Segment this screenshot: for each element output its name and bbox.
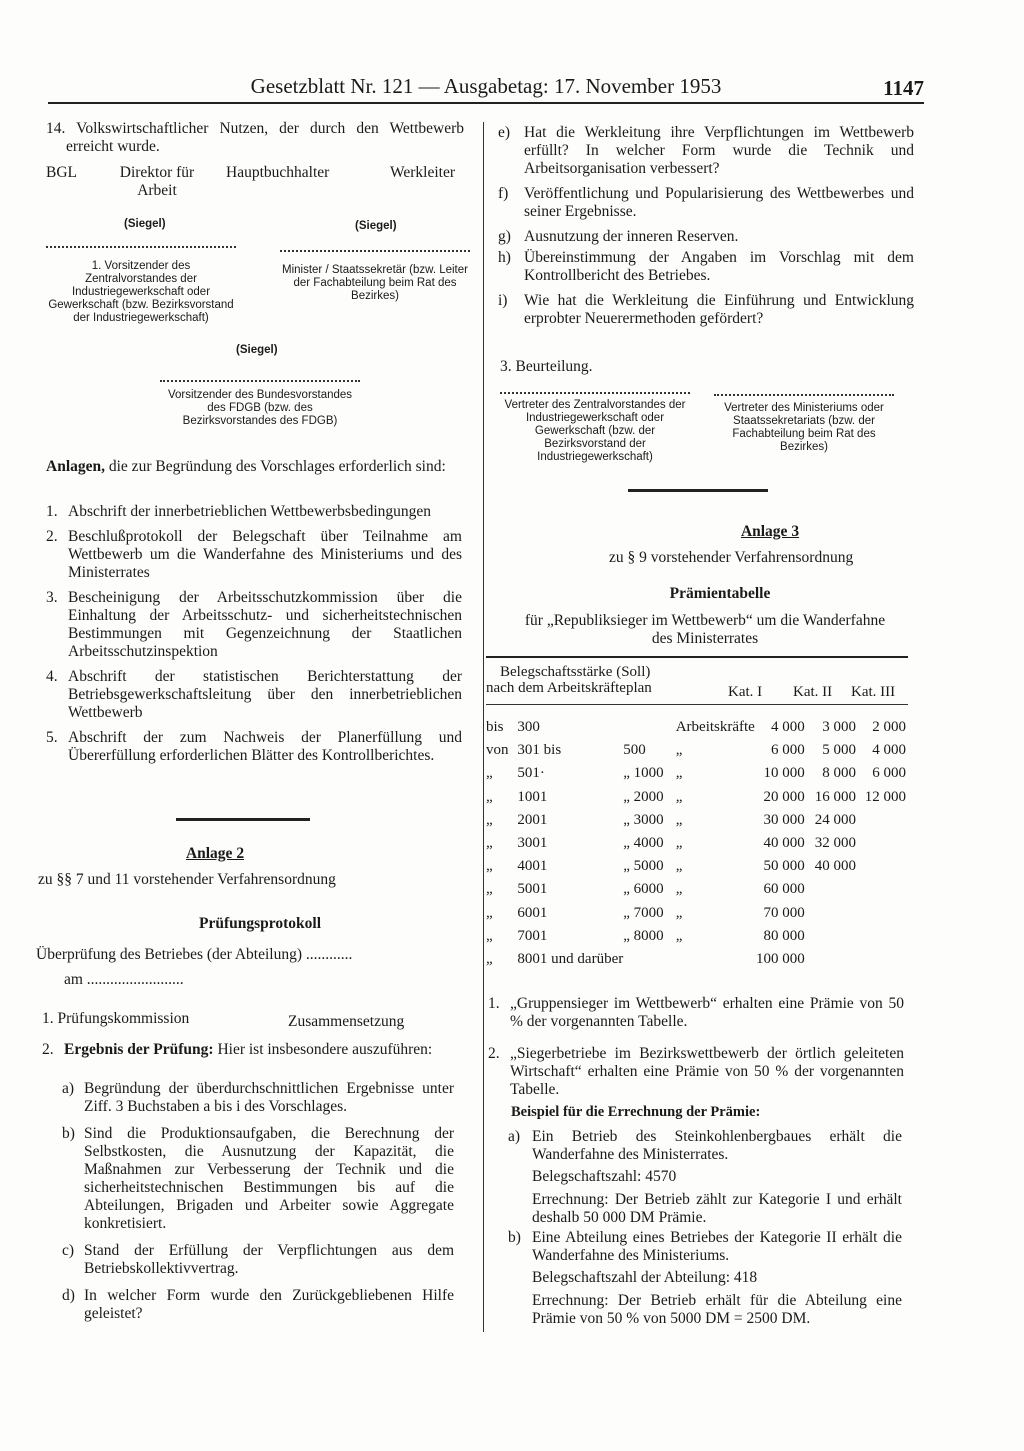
table-cell: 50 000 [763,858,805,875]
table-cell: 4 000 [771,719,805,736]
table-cell: 32 000 [814,835,857,852]
table-cell: 3001 [517,835,548,852]
pruefungsprotokoll-title: Prüfungsprotokoll [198,915,322,932]
table-cell: „ [675,835,683,852]
table-cell [805,925,856,948]
notes-list [488,995,904,1106]
list-item: i) Wie hat die Werkleitung die Einführung und Entwicklung erprobter Neuerermethoden gefördert? [498,292,914,327]
table-cell: 10 000 [763,765,805,782]
anlagen-list [46,503,462,772]
table-cell: 12 000 [864,788,906,805]
column-divider [483,122,484,1332]
table-cell: „ [675,811,683,828]
list-item: c) Stand der Erfüllung der Verpflichtungen aus dem Betriebskollektivvertrag. [62,1242,454,1277]
table-cell: 5001 [517,881,548,898]
table-cell: 3 000 [822,719,857,736]
table-cell: 40 000 [763,835,805,852]
signature-caption: Vorsitzender des Bundesvorstandes des FDGB (bzw. des Bezirksvorstandes des FDGB) [167,389,353,427]
ueberpruefung-line: Überprüfung des Betriebes (der Abteilung) ............ [36,946,353,963]
pruefungskommission-label: 1. Prüfungskommission [42,1010,190,1027]
table-head-kat1: Kat. I [728,684,763,700]
signature-caption: Minister / Staatssekretär (bzw. Leiter der Fachabteilung beim Rat des Bezirkes) [282,264,468,302]
right-column-items [498,124,914,335]
list-item: 5. Abschrift der zum Nachweis der Planerfüllung und Übererfüllung erforderlichen Blätter des Kontrollberichtes. [46,729,462,764]
table-cell: 24 000 [814,811,857,828]
table-row [486,786,906,809]
sign-bgl: BGL [46,164,77,181]
table-cell [856,809,906,832]
zusammensetzung-label: Zusammensetzung [288,1013,405,1030]
list-item: g) Ausnutzung der inneren Reserven. [498,228,739,245]
list-item: 2. „Siegerbetriebe im Bezirkswettbewerb der örtlich geleiteten Wirtschaft“ erhalten eine Prämie von 50 % der vorgenannten Tabelle. [488,1045,904,1098]
signature-line-left [500,392,690,464]
table-cell: „ 2000 [623,788,664,805]
list-item: a) Begründung der überdurchschnittlichen Ergebnisse unter Ziff. 3 Buchstaben a bis i des Vorschlages. [62,1080,454,1115]
left-column [46,120,464,156]
table-cell: 70 000 [763,904,805,921]
signature-caption: 1. Vorsitzender des Zentralvorstandes der Industriegewerkschaft oder Gewerkschaft (bzw. Bezirksvorstand der Industriegewerkschaft) [48,260,234,324]
table-cell: 4 000 [872,742,906,759]
sign-direktor: Direktor für Arbeit [119,164,195,199]
list-item: 4. Abschrift der statistischen Berichterstattung der Betriebsgewerkschaftsleitung über den innerbetrieblichen Wettbewerb [46,668,462,721]
example-a: a) Ein Betrieb des Steinkohlenbergbaues erhält die Wanderfahne des Ministerrates. Belegschaftszahl: 4570 Errechnung: Der Betrieb zählt zur Kategorie I und erhält deshalb 50 000 DM Prämie. [508,1128,902,1226]
beispiel-heading: Beispiel für die Errechnung der Prämie: [511,1104,761,1120]
table-cell: „ [486,904,493,921]
signature-line-right [714,394,894,454]
table-cell: 16 000 [814,788,857,805]
list-item: 1. Abschrift der innerbetrieblichen Wettbewerbsbedingungen [46,503,432,520]
table-cell: bis [486,719,504,736]
table-cell: 1001 [517,788,548,805]
header-rule [48,102,924,104]
table-row [486,762,906,785]
table-cell: 100 000 [756,950,805,967]
table-cell: 6 000 [771,742,805,759]
table-cell: „ 1000 [623,765,664,782]
signature-line-right [280,250,470,303]
table-cell: 5 000 [822,742,857,759]
table-cell: 7001 [517,927,548,944]
siegel-stamp: (Siegel) [236,344,278,356]
anlage-3-title: Anlage 3 [740,523,800,540]
table-cell: „ 8000 [623,927,664,944]
table-cell [805,902,856,925]
signature-line-center [160,380,360,428]
table-cell: „ 5000 [623,858,664,875]
table-cell: 80 000 [763,927,805,944]
table-row [486,739,906,762]
item-14: 14. Volkswirtschaftlicher Nutzen, der durch den Wettbewerb erreicht wurde. [46,120,464,155]
table-row [486,716,906,739]
signature-caption: Vertreter des Zentralvorstandes der Industriegewerkschaft oder Gewerkschaft (bzw. der Bezirksvorstand der Industriegewerkschaft) [504,399,686,463]
table-cell: 8 000 [822,765,857,782]
am-line: am ......................... [64,971,184,988]
list-item: 3. Bescheinigung der Arbeitsschutzkommission über die Einhaltung der Arbeitsschutz- und sicherheitstechnischen Bestimmungen mit Gegenzeichnung der Staatlichen Arbeitsschutzinspektion [46,589,462,660]
table-row [486,832,906,855]
table-cell: 300 [517,719,540,736]
table-cell: „ [486,858,493,875]
table-head-kat2: Kat. II [793,684,833,700]
table-row [486,902,906,925]
table-cell: „ [675,904,683,921]
table-cell: „ [675,765,683,782]
table-cell: „ [486,927,493,944]
table-cell [856,948,906,971]
table-row [486,878,906,901]
table-cell: 6001 [517,904,548,921]
ergebnis-heading: 2. Ergebnis der Prüfung: Hier ist insbesondere auszuführen: [42,1041,433,1058]
table-cell [623,716,675,739]
table-cell: von [486,742,509,759]
data-table [486,716,906,971]
anlage-2-subtitle: zu §§ 7 und 11 vorstehender Verfahrensordnung [38,871,336,888]
table-cell: „ [675,742,683,759]
table-cell: 6 000 [872,765,906,782]
list-item: f) Veröffentlichung und Popularisierung des Wettbewerbes und seiner Ergebnisse. [498,185,914,220]
list-item: h) Übereinstimmung der Angaben im Vorschlag mit dem Kontrollbericht des Betriebes. [498,249,914,284]
table-head-rule [486,704,908,705]
list-item: d) In welcher Form wurde den Zurückgebliebenen Hilfe geleistet? [62,1287,454,1322]
table-cell: „ [486,765,493,782]
table-cell: „ [486,835,493,852]
praemientabelle-subtitle: für „Republiksieger im Wettbewerb“ um die Wanderfahne des Ministerrates [524,612,886,647]
table-cell [856,855,906,878]
table-row [486,948,906,971]
table-cell [856,832,906,855]
table-cell [676,948,755,971]
list-item: b) Sind die Produktionsaufgaben, die Berechnung der Selbstkosten, die Ausnutzung der Kapazität, die Maßnahmen zur Verbesserung der Technik und die sicherheitstechnischen Bestimmungen bis auf die Abteilungen, Brigaden und Arbeiter sowie Aggregate konkretisiert. [62,1125,454,1232]
table-cell: „ 3000 [623,811,664,828]
praemientabelle [486,716,906,971]
table-cell: 2 000 [872,719,906,736]
table-cell [805,948,856,971]
list-item: 1. „Gruppensieger im Wettbewerb“ erhalten eine Prämie von 50 % der vorgenannten Tabelle. [488,995,904,1030]
table-cell: 40 000 [814,858,857,875]
sign-werkleiter: Werkleiter [390,164,456,181]
table-cell: „ [486,788,493,805]
table-cell: 8001 und darüber [517,950,624,967]
beurteilung-label: 3. Beurteilung. [500,358,593,375]
table-cell: „ 4000 [623,835,664,852]
table-cell: „ [675,858,683,875]
table-row [486,809,906,832]
section-rule [176,818,310,821]
example-b: b) Eine Abteilung eines Betriebes der Kategorie II erhält die Wanderfahne des Ministeriums. Belegschaftszahl der Abteilung: 418 Errechnung: Der Betrieb erhält für die Abteilung eine Prämie von 50 % von 5000 DM = 2500 DM. [508,1229,902,1327]
table-cell [623,948,675,971]
table-head-1: Belegschaftsstärke (Soll) [500,664,651,680]
page-number: 1147 [883,76,924,100]
table-cell: 20 000 [763,788,805,805]
table-head-kat3: Kat. III [851,684,896,700]
signature-caption: Vertreter des Ministeriums oder Staatssekretariats (bzw. der Fachabteilung beim Rat des Bezirkes) [724,402,884,453]
table-cell: 60 000 [763,881,805,898]
table-cell: „ [675,881,683,898]
siegel-stamp: (Siegel) [355,220,397,232]
table-cell: 500 [623,742,646,759]
page-header-title: Gesetzblatt Nr. 121 — Ausgabetag: 17. November 1953 [250,74,722,98]
list-item: e) Hat die Werkleitung ihre Verpflichtungen im Wettbewerb erfüllt? In welcher Form wurde die Technik und Arbeitsorganisation verbessert? [498,124,914,177]
table-cell: „ 6000 [623,881,664,898]
table-cell [856,925,906,948]
table-cell: 501· [517,765,545,782]
table-cell: 4001 [517,858,548,875]
table-cell: Arbeitskräfte [675,719,755,736]
praemientabelle-title: Prämientabelle [669,585,771,602]
signature-line-left [46,246,236,325]
table-cell [856,878,906,901]
table-top-rule [486,656,908,658]
table-cell: „ [675,788,683,805]
table-head-2: nach dem Arbeitskräfteplan [486,680,652,696]
ergebnis-sublist [62,1080,454,1330]
table-cell [805,878,856,901]
siegel-stamp: (Siegel) [124,218,166,230]
table-cell [856,902,906,925]
table-cell: „ 7000 [623,904,664,921]
table-cell: „ [486,950,493,967]
table-cell: „ [486,881,493,898]
table-cell: 301 bis [517,742,562,759]
list-item: 2. Beschlußprotokoll der Belegschaft über Teilnahme am Wettbewerb um die Wanderfahne des Ministeriums und des Ministerrates [46,528,462,581]
table-cell: 2001 [517,811,548,828]
anlagen-intro: Anlagen, die zur Begründung des Vorschlages erforderlich sind: [46,458,446,475]
anlage-3-subtitle: zu § 9 vorstehender Verfahrensordnung [609,549,854,566]
table-row [486,925,906,948]
section-rule [628,489,768,492]
table-cell: „ [486,811,493,828]
table-cell: 30 000 [763,811,805,828]
anlage-2-title: Anlage 2 [185,845,245,862]
table-cell: „ [675,927,683,944]
table-row [486,855,906,878]
sign-hauptbuchhalter: Hauptbuchhalter [226,164,330,181]
